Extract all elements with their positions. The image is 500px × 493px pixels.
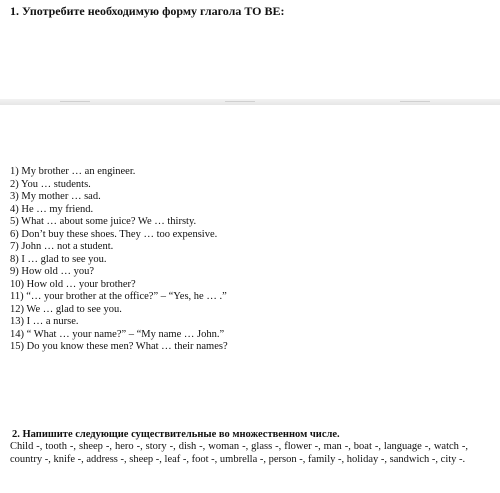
list-item: 13) I … a nurse. [10,316,79,327]
list-item: 7) John … not a student. [10,241,114,252]
list-item: 2) You … students. [10,178,91,190]
exercise-1-title: 1. Употребите необходимую форму глагола TO BE: [10,4,285,18]
separator-mark [400,101,430,102]
list-item: 3) My mother … sad. [10,191,101,202]
page-separator [0,99,500,105]
exercise-2-text: Child -, tooth -, sheep -, hero -, story -, dish -, woman -, glass -, flower -, man -, boat -, language -, watch -, country -, knife -, address -, sheep -, leaf -, foot -, umbrella -, person -, family -, holiday -, sandwich -, city -. [10,441,468,465]
list-item: 12) We … glad to see you. [10,303,122,315]
list-item: 14) “ What … your name?” – “My name … John.” [10,328,225,340]
list-item: 11) “… your brother at the office?” – “Yes, he … .” [10,291,227,302]
list-item: 15) Do you know these men? What … their names? [10,341,228,352]
separator-mark [60,101,90,102]
exercise-1-list [10,166,228,354]
list-item: 9) How old … you? [10,266,94,277]
list-item: 10) How old … your brother? [10,278,136,290]
list-item: 5) What … about some juice? We … thirsty. [10,216,197,227]
separator-mark [225,101,255,102]
exercise-2-title: 2. Напишите следующие существительные во множественном числе. [12,429,340,440]
list-item: 4) He … my friend. [10,203,94,215]
list-item: 6) Don’t buy these shoes. They … too expensive. [10,228,218,240]
list-item: 8) I … glad to see you. [10,253,107,265]
list-item: 1) My brother … an engineer. [10,166,136,177]
